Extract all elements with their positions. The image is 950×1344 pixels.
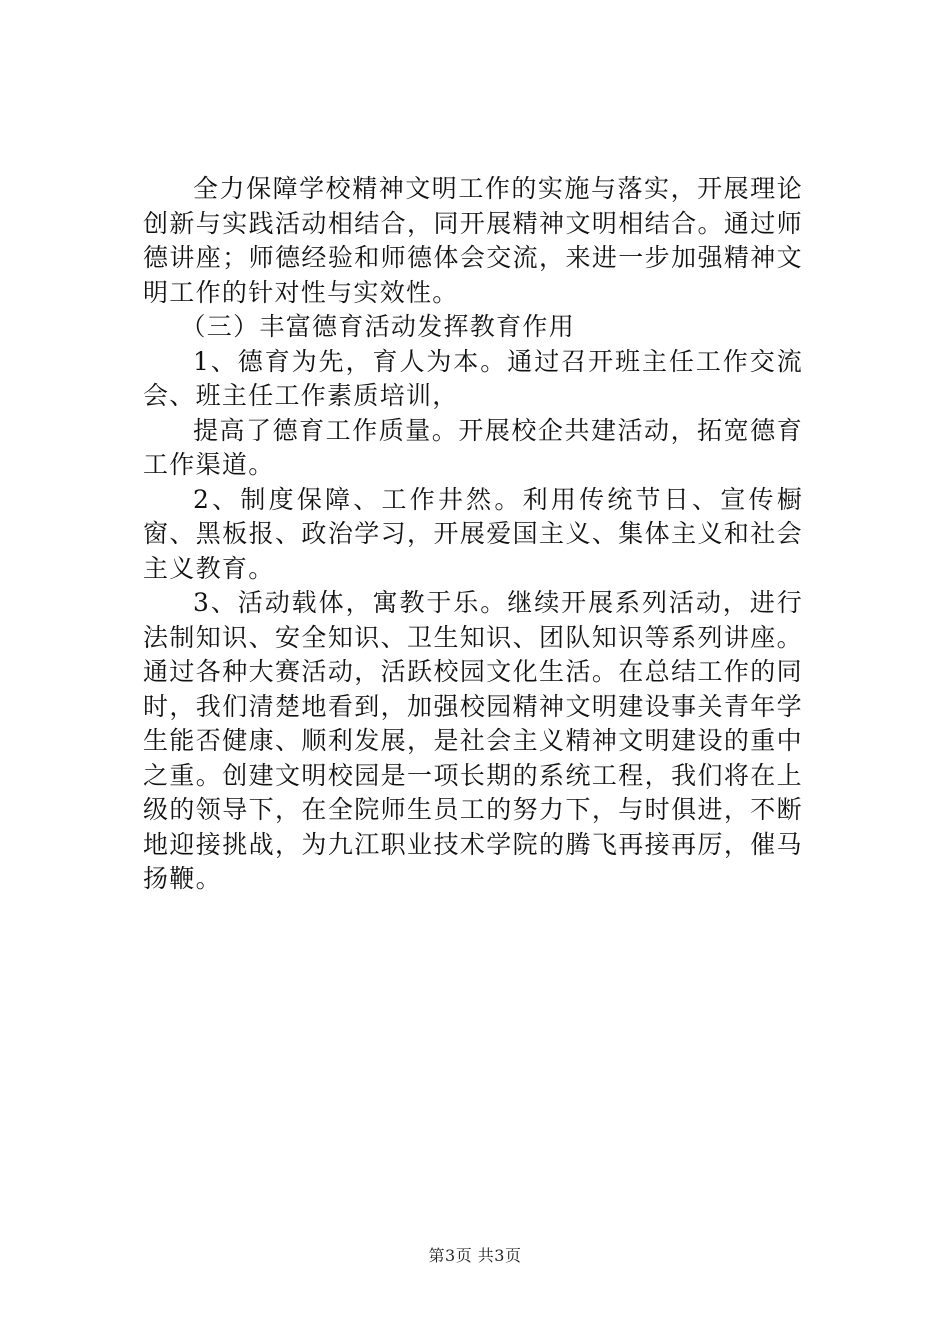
paragraph-intro: 全力保障学校精神文明工作的实施与落实，开展理论创新与实践活动相结合，同开展精神文明相结合。通过师德讲座；师德经验和师德体会交流，来进一步加强精神文明工作的针对性与实效性。 bbox=[143, 174, 803, 307]
section-heading: （三）丰富德育活动发挥教育作用 bbox=[180, 312, 576, 341]
document-body bbox=[143, 172, 803, 897]
paragraph-item-3: 3、活动载体，寓教于乐。继续开展系列活动，进行法制知识、安全知识、卫生知识、团队知识等系列讲座。通过各种大赛活动，活跃校园文化生活。在总结工作的同时，我们清楚地看到，加强校园精神文明建设事关青年学生能否健康、顺利发展，是社会主义精神文明建设的重中之重。创建文明校园是一项长期的系统工程，我们将在上级的领导下，在全院师生员工的努力下，与时俱进，不断地迎接挑战，为九江职业技术学院的腾飞再接再厉，催马扬鞭。 bbox=[143, 588, 803, 893]
paragraph-item-1-continued: 提高了德育工作质量。开展校企共建活动，拓宽德育工作渠道。 bbox=[143, 415, 803, 479]
paragraph-item-2: 2、制度保障、工作井然。利用传统节日、宣传橱窗、黑板报、政治学习，开展爱国主义、集体主义和社会主义教育。 bbox=[143, 484, 803, 583]
page-number-footer: 第3页 共3页 bbox=[428, 1246, 522, 1265]
paragraph-item-1: 1、德育为先，育人为本。通过召开班主任工作交流会、班主任工作素质培训， bbox=[143, 346, 803, 410]
